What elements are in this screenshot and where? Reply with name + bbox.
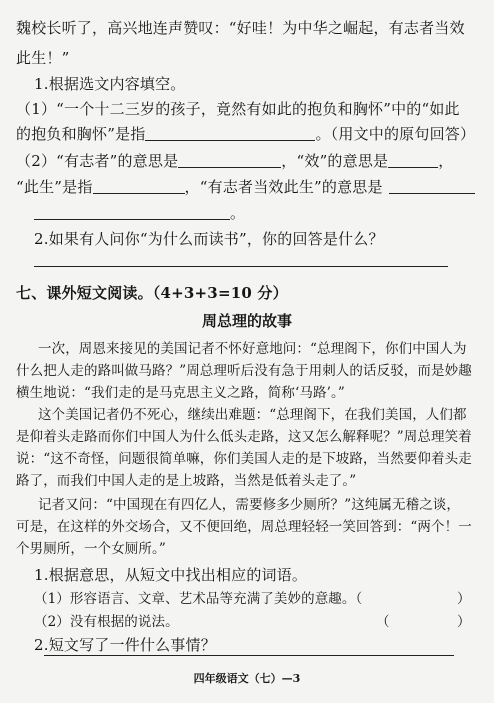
answer-line[interactable] [34,266,448,267]
page-footer: 四年级语文（七）—3 [193,672,301,685]
question-line [34,204,245,222]
story-line: 横生地说：“我们走的是马克思主义之路，简称‘马路’。” [16,385,345,401]
passage-line: 魏校长听了，高兴地连声赞叹：“好哇！为中华之崛起，有志者当效 [16,19,465,37]
question-text: ，“有志者当效此生”的意思是 [184,178,383,196]
question-line [16,178,475,196]
question-text: ，“效”的意思是 [281,152,389,170]
story-line: 是仰着头走路而你们中国人为什么低头走路，这又怎么解释呢？”周总理笑着 [16,429,472,445]
paren-open: （ [376,614,390,630]
question-line [16,125,475,143]
question-text: 2.短文写了一件什么事情？ [34,636,216,654]
story-line: 记者又问：“中国现在有四亿人，需要修多少厕所？”这纯属无稽之谈， [38,497,461,513]
story-line: 路了，而我们中国人走的是上坡路，当然是低着头走了。” [16,473,357,489]
story-title: 周总理的故事 [201,312,292,330]
question-heading: 1.根据意思，从短文中找出相应的词语。 [34,566,308,584]
story-line: 说：“这不奇怪，问题很简单嘛，你们美国人走的是下坡路，当然要仰着头走 [16,451,472,467]
question-heading: 1.根据选文内容填空。 [34,75,186,93]
story-line: 一次，周恩来接见的美国记者不怀好意地问：“总理阁下，你们中国人为 [38,341,467,357]
story-line: 什么把人走的路叫做马路？”周总理听后没有急于用刺人的话反驳，而是妙趣 [16,363,472,379]
question-text: （1）形容语言、文章、艺术品等充满了美妙的意趣。（ [34,591,363,607]
story-line: 可是，在这样的外交场合，又不便回绝，周总理轻轻一笑回答到：“两个！一 [16,519,472,535]
answer-blank[interactable] [145,126,315,141]
question-text: （2）没有根据的说法。 [34,614,179,630]
story-line: 个男厕所，一个女厕所。” [16,541,166,557]
answer-blank[interactable] [178,153,281,168]
answer-blank[interactable] [388,153,438,168]
question-text: 。（用文中的原句回答） [315,125,476,143]
question-text: “此生”是指 [16,178,93,196]
answer-blank[interactable] [34,205,230,220]
question-text: 。 [230,204,246,222]
story-line: 这个美国记者仍不死心，继续出难题：“总理阁下，在我们美国，人们都 [38,407,467,423]
question-line [16,152,453,170]
paren-close: ） [457,614,471,630]
passage-line: 此生！” [16,49,70,67]
question-text: ， [438,152,454,170]
question-text: 2.如果有人问你“为什么而读书”，你的回答是什么？ [34,230,384,248]
question-text: （2）“有志者”的意思是 [16,152,179,170]
answer-line[interactable] [44,655,454,656]
answer-blank[interactable] [93,179,185,194]
paren-close: ） [457,591,471,607]
question-text: 的抱负和胸怀”是指 [16,125,146,143]
answer-blank[interactable] [389,179,475,194]
question-text: （1）“一个十二三岁的孩子，竟然有如此的抱负和胸怀”中的“如此 [16,100,460,118]
section-heading: 七、课外短文阅读。（4+3+3=10 分） [16,284,288,302]
